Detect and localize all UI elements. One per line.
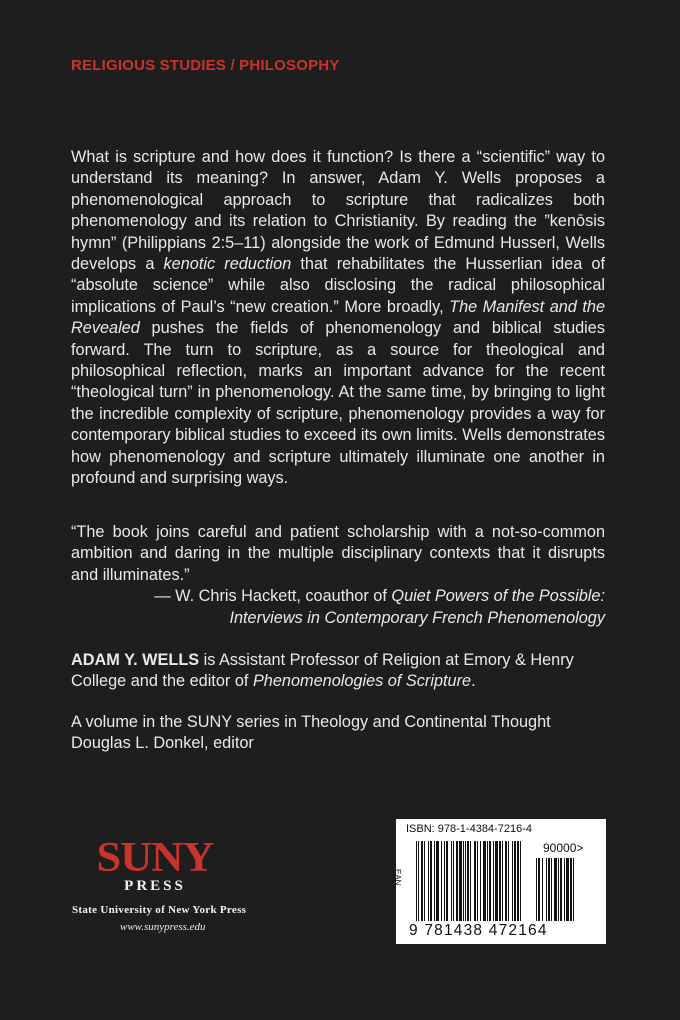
barcode-bar [421,841,423,921]
endorsement-block [71,522,605,629]
barcode-bar [418,841,419,921]
barcode-bar [480,841,481,921]
addon-barcode [536,858,594,921]
price-code: 90000> [543,841,584,855]
barcode-bar [453,841,454,921]
main-barcode [416,841,528,921]
barcode-bar [474,841,476,921]
bio-text: is Assistant Professor of Religion at Emory & Henry College and the editor of [71,651,574,691]
barcode-bar [477,841,478,921]
kenotic-reduction-term: kenotic reduction [163,255,292,274]
series-line-1: A volume in the SUNY series in Theology and Continental Thought [71,713,551,731]
barcode-bar [465,841,466,921]
barcode-bar [548,858,550,921]
barcode-bar [564,858,565,921]
barcode-bar [444,841,445,921]
barcode-bar [495,841,498,921]
barcode-bar [470,841,471,921]
barcode-bar [554,858,557,921]
barcode-bar [463,841,464,921]
barcode-bar [499,841,501,921]
author-name: ADAM Y. WELLS [71,651,200,669]
publisher-logo-block [72,835,287,933]
barcode-bar [487,841,488,921]
barcode-bar [573,858,574,921]
series-note [71,712,631,755]
barcode-bar [560,858,562,921]
series-editor: Douglas L. Donkel, editor [71,734,254,753]
press-logo-word: PRESS [124,878,186,894]
barcode-bar [456,841,458,921]
barcode-bar [551,858,552,921]
publisher-url: www.sunypress.edu [120,921,206,933]
publisher-name: State University of New York Press [72,904,247,916]
barcode-bar [505,841,507,921]
barcode-bar [538,858,540,921]
barcode-bar [520,841,521,921]
suny-logo: SUNY [96,835,214,881]
barcode-bar [570,858,572,921]
barcode-bar [517,841,519,921]
barcode-bar [434,841,435,921]
attribution-title-line-1: Quiet Powers of the Possible: [391,587,605,606]
barcode-bar [493,841,494,921]
endorsement-attribution [71,586,605,629]
barcode-bar [441,841,442,921]
barcode-bar [430,841,432,921]
barcode-bar [428,841,429,921]
attribution-title-line-2: Interviews in Contemporary French Phenomenology [229,608,605,627]
author-bio [71,650,605,693]
attribution-prefix: — W. Chris Hackett, coauthor of [154,587,392,606]
barcode-bar [489,841,491,921]
blurb-part-2: that rehabilitates the Husserlian idea of “absolute science” while also disclosing the radical philosophical implications of Paul’s “new creation.” More broadly, [71,255,605,316]
barcode-bar [451,841,452,921]
barcode-bar [416,841,417,921]
barcode-bar [514,841,516,921]
isbn-label: ISBN: 978-1-4384-7216-4 [406,823,532,835]
barcode-bar [546,858,547,921]
barcode-bar [508,841,509,921]
ean-label: EAN [393,869,402,886]
barcode-bar [536,858,537,921]
blurb-part-3: pushes the fields of phenomenology and biblical studies forward. The turn to scripture, as a source for theological and philosophical reflection, marks an important advance for the recent “theological turn” in phenomenology. At the same time, by bringing to light the incredible complexity of scripture, phenomenology provides a way for contemporary biblical studies to exceed its own limits. Wells demonstrates how phenomenology and scripture ultimately illuminate one another in profound and surprising ways. [71,319,605,488]
bio-book-title: Phenomenologies of Scripture [252,672,472,691]
bio-end: . [471,672,476,691]
isbn-digits: 9 781438 472164 [409,922,548,939]
endorsement-quote: “The book joins careful and patient scholarship with a not-so-common ambition and daring in the multiple disciplinary contexts that it disrupts and illuminates.” [71,523,605,584]
barcode-bar [502,841,503,921]
barcode-panel [393,819,606,944]
barcode-bar [542,858,543,921]
description-blurb [71,147,605,490]
blurb-part-1: What is scripture and how does it function? Is there a “scientific” way to understand its meaning? In answer, Adam Y. Wells proposes a phenomenological approach to scripture that radicalizes both phenomenology and its relation to Christianity. By reading the ”kenōsis hymn” (Philippians 2:5–11) alongside the work of Edmund Husserl, Wells develops a [71,148,605,274]
barcode-bar [512,841,513,921]
category-label: RELIGIOUS STUDIES / PHILOSOPHY [71,57,340,74]
barcode-bar [459,841,462,921]
barcode-bar [467,841,469,921]
barcode-bar [436,841,439,921]
barcode-bar [446,841,448,921]
barcode-bar [424,841,425,921]
barcode-bar [566,858,569,921]
barcode-bar [558,858,559,921]
book-title-italic: The Manifest and the Revealed [71,297,605,338]
barcode-bar [483,841,486,921]
